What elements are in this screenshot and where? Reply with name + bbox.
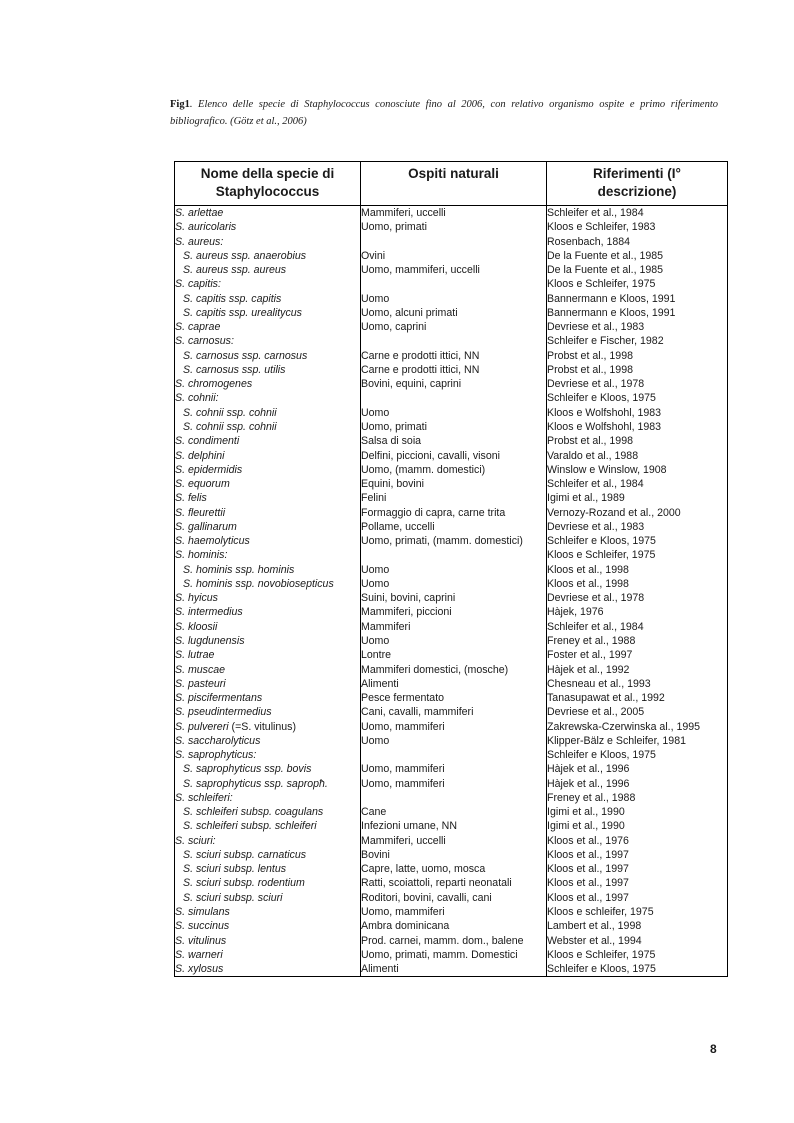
reference-cell: Kloos et al., 1998 (547, 563, 629, 576)
reference-cell: Kloos et al., 1997 (547, 848, 629, 861)
species-table (174, 161, 728, 977)
reference-cell: Winslow e Winslow, 1908 (547, 463, 667, 476)
species-name (175, 563, 360, 577)
host-cell: Uomo, caprini (361, 321, 427, 334)
species-name-text: S. sciuri: (175, 834, 216, 847)
host-cell: Mammiferi, uccelli (361, 207, 446, 219)
species-name (175, 548, 360, 562)
species-name (175, 235, 360, 249)
species-name-text: S. schleiferi: (175, 791, 233, 804)
reference-cell: Schleifer et al., 1984 (547, 478, 644, 491)
species-name (175, 277, 360, 291)
species-name (175, 292, 360, 306)
host-cell: Uomo (361, 734, 390, 747)
species-name-text: S. succinus (175, 920, 230, 933)
reference-cell: Schleifer e Kloos, 1975 (547, 749, 656, 762)
reference-cell: Vernozy-Rozand et al., 2000 (547, 506, 681, 519)
species-name-text: S. capitis: (175, 278, 221, 291)
species-name (175, 848, 360, 862)
species-name (175, 434, 360, 448)
host-cell: Uomo, mammiferi (361, 763, 445, 776)
species-name-text: S. haemolyticus (175, 535, 250, 548)
species-column (175, 206, 361, 977)
host-cell: Cani, cavalli, mammiferi (361, 706, 474, 719)
species-name (175, 391, 360, 405)
host-cell: Uomo (361, 577, 390, 590)
species-name (175, 306, 360, 320)
species-name-text: S. condimenti (175, 435, 240, 448)
species-name-text: S. cohnii ssp. cohnii (183, 406, 277, 419)
species-name (175, 934, 360, 948)
reference-cell: Probst et al., 1998 (547, 435, 633, 448)
reference-cell: Schleifer e Kloos, 1975 (547, 535, 656, 548)
host-cell: Mammiferi (361, 620, 411, 633)
species-name-text: S. carnosus ssp. carnosus (183, 349, 308, 362)
species-name-text: S. schleiferi subsp. coagulans (183, 806, 324, 819)
header-references (547, 162, 728, 206)
species-name (175, 691, 360, 705)
host-cell: Mammiferi, uccelli (361, 834, 446, 847)
species-name-text: S. caprae (175, 321, 221, 334)
species-name (175, 948, 360, 962)
species-name-text: S. saccharolyticus (175, 734, 261, 747)
reference-cell: Devriese et al., 1983 (547, 321, 645, 334)
host-cell: Uomo, mammiferi (361, 906, 445, 919)
species-name (175, 477, 360, 491)
species-name-text: S. hominis ssp. novobiosepticus (183, 577, 334, 590)
host-cell: Ratti, scoiattoli, reparti neonatali (361, 877, 512, 890)
reference-cell: Kloos e Schleifer, 1983 (547, 221, 656, 234)
host-cell: Alimenti (361, 963, 399, 976)
species-name (175, 734, 360, 748)
reference-cell: Igimi et al., 1990 (547, 806, 625, 819)
references-column (547, 206, 728, 977)
species-name (175, 363, 360, 377)
species-name (175, 919, 360, 933)
species-name-text: S. carnosus: (175, 335, 234, 348)
species-name-text: S. schleiferi subsp. schleiferi (183, 820, 317, 833)
species-name (175, 520, 360, 534)
species-name (175, 834, 360, 848)
host-cell: Capre, latte, uomo, mosca (361, 863, 486, 876)
reference-cell: Schleifer e Kloos, 1975 (547, 963, 656, 976)
species-name (175, 577, 360, 591)
species-name (175, 677, 360, 691)
species-name-text: S. epidermidis (175, 463, 243, 476)
reference-cell: Webster et al., 1994 (547, 934, 642, 947)
species-name (175, 463, 360, 477)
species-name-text: S. aureus: (175, 235, 224, 248)
reference-cell: Kloos e Schleifer, 1975 (547, 549, 656, 562)
host-cell: Uomo (361, 292, 390, 305)
species-name (175, 648, 360, 662)
species-name (175, 720, 360, 734)
species-name (175, 334, 360, 348)
host-cell: Uomo (361, 563, 390, 576)
reference-cell: Kloos et al., 1998 (547, 577, 629, 590)
host-cell: Uomo, primati (361, 221, 427, 234)
figure-caption (170, 96, 718, 130)
host-cell (361, 235, 546, 249)
species-name-text: S. pulvereri (175, 720, 229, 733)
host-cell: Uomo, primati, (mamm. domestici) (361, 535, 523, 548)
header-species (175, 162, 361, 206)
species-name (175, 591, 360, 605)
species-name (175, 605, 360, 619)
host-cell: Ovini (361, 249, 386, 262)
species-name-text: S. lugdunensis (175, 634, 245, 647)
species-name (175, 748, 360, 762)
species-name-text: S. sciuri subsp. lentus (183, 863, 287, 876)
species-name-text: S. intermedius (175, 606, 243, 619)
species-name (175, 206, 360, 220)
reference-cell: Schleifer et al., 1984 (547, 620, 644, 633)
species-name-text: S. xylosus (175, 963, 224, 976)
host-cell: Lontre (361, 649, 392, 662)
host-cell: Bovini, equini, caprini (361, 378, 462, 391)
host-cell (361, 277, 546, 291)
species-name-text: S. hominis: (175, 549, 228, 562)
host-cell (361, 548, 546, 562)
species-name-text: S. arlettae (175, 207, 224, 219)
reference-cell: De la Fuente et al., 1985 (547, 264, 664, 277)
species-name (175, 449, 360, 463)
reference-cell: Probst et al., 1998 (547, 349, 633, 362)
species-name (175, 406, 360, 420)
species-name-text: S. simulans (175, 906, 230, 919)
species-name-text: S. fleurettii (175, 506, 226, 519)
species-name-text: S. piscifermentans (175, 692, 263, 705)
species-name-text: S. capitis ssp. urealitycus (183, 306, 302, 319)
species-name (175, 962, 360, 976)
header-references-text: Riferimenti (I° descrizione) (593, 166, 681, 199)
reference-cell: Hàjek, 1976 (547, 606, 604, 619)
reference-cell: Foster et al., 1997 (547, 649, 633, 662)
reference-cell: Lambert et al., 1998 (547, 920, 642, 933)
host-cell (361, 748, 546, 762)
species-name (175, 876, 360, 890)
species-name (175, 905, 360, 919)
host-cell: Uomo, mammiferi (361, 777, 445, 790)
host-cell: Carne e prodotti ittici, NN (361, 363, 480, 376)
species-name-text: S. equorum (175, 478, 230, 491)
reference-cell: Chesneau et al., 1993 (547, 677, 651, 690)
host-cell: Uomo, (mamm. domestici) (361, 463, 486, 476)
species-name (175, 420, 360, 434)
species-name (175, 220, 360, 234)
reference-cell: Klipper-Bälz e Schleifer, 1981 (547, 734, 686, 747)
host-cell: Uomo, primati (361, 420, 427, 433)
species-name-text: S. cohnii: (175, 392, 219, 405)
species-name (175, 705, 360, 719)
reference-cell: Devriese et al., 1983 (547, 520, 645, 533)
species-name (175, 762, 360, 776)
reference-cell: Probst et al., 1998 (547, 363, 633, 376)
species-name (175, 862, 360, 876)
species-name (175, 791, 360, 805)
species-name (175, 620, 360, 634)
species-name (175, 377, 360, 391)
species-name-text: S. sciuri subsp. carnaticus (183, 848, 307, 861)
host-cell: Uomo, mammiferi (361, 720, 445, 733)
reference-cell: Hàjek et al., 1996 (547, 763, 630, 776)
host-cell: Roditori, bovini, cavalli, cani (361, 891, 492, 904)
reference-cell: Freney et al., 1988 (547, 791, 636, 804)
host-cell: Formaggio di capra, carne trita (361, 506, 506, 519)
reference-cell: Schleifer e Fischer, 1982 (547, 335, 664, 348)
hosts-column (361, 206, 547, 977)
host-cell (361, 791, 546, 805)
species-name-text: S. saprophyticus ssp. bovis (183, 763, 312, 776)
host-cell: Bovini (361, 848, 390, 861)
host-cell: Salsa di soia (361, 435, 422, 448)
host-cell: Pesce fermentato (361, 692, 445, 705)
species-name-text: S. saprophyticus ssp. sapropħ. (183, 777, 328, 790)
reference-cell: Rosenbach, 1884 (547, 235, 631, 248)
reference-cell: Igimi et al., 1990 (547, 820, 625, 833)
reference-cell: Varaldo et al., 1988 (547, 449, 639, 462)
reference-cell: Devriese et al., 2005 (547, 706, 645, 719)
species-name-text: S. auricolaris (175, 221, 237, 234)
species-name-text: S. sciuri subsp. sciuri (183, 891, 283, 904)
species-name-text: S. vitulinus (175, 934, 227, 947)
reference-cell: Zakrewska-Czerwinska al., 1995 (547, 720, 701, 733)
species-name-text: S. capitis ssp. capitis (183, 292, 282, 305)
host-cell: Infezioni umane, NN (361, 820, 457, 833)
species-name-text: S. warneri (175, 948, 223, 961)
header-species-text: Nome della specie di Staphylococcus (200, 166, 335, 199)
reference-cell: Schleifer e Kloos, 1975 (547, 392, 656, 405)
species-name (175, 663, 360, 677)
species-name-text: S. hominis ssp. hominis (183, 563, 295, 576)
host-cell: Felini (361, 492, 387, 505)
species-name (175, 263, 360, 277)
species-name-text: S. lutrae (175, 649, 215, 662)
reference-cell: Kloos e Wolfshohl, 1983 (547, 420, 662, 433)
reference-cell: Devriese et al., 1978 (547, 592, 645, 605)
host-cell: Suini, bovini, caprini (361, 592, 456, 605)
host-cell: Uomo (361, 406, 390, 419)
species-name-text: S. felis (175, 492, 207, 505)
reference-cell: Kloos et al., 1997 (547, 877, 629, 890)
host-cell: Ambra dominicana (361, 920, 450, 933)
reference-cell: Kloos e schleifer, 1975 (547, 906, 654, 919)
host-cell: Alimenti (361, 677, 399, 690)
host-cell: Prod. carnei, mamm. dom., balene (361, 934, 524, 947)
species-name (175, 777, 360, 791)
species-name-text: S. aureus ssp. aureus (183, 264, 287, 277)
host-cell: Mammiferi domestici, (mosche) (361, 663, 509, 676)
reference-cell: Bannermann e Kloos, 1991 (547, 306, 676, 319)
reference-cell: Schleifer et al., 1984 (547, 207, 644, 219)
reference-cell: Kloos e Schleifer, 1975 (547, 948, 656, 961)
host-cell: Equini, bovini (361, 478, 425, 491)
reference-cell: Kloos e Schleifer, 1975 (547, 278, 656, 291)
species-name-text: S. muscae (175, 663, 226, 676)
header-hosts (361, 162, 547, 206)
host-cell (361, 334, 546, 348)
species-name-text: S. aureus ssp. anaerobius (183, 249, 307, 262)
species-name (175, 320, 360, 334)
host-cell: Uomo, alcuni primati (361, 306, 458, 319)
host-cell (361, 391, 546, 405)
species-name (175, 506, 360, 520)
species-name-text: S. hyicus (175, 592, 218, 605)
species-name (175, 349, 360, 363)
species-name-text: S. chromogenes (175, 378, 253, 391)
species-name-text: S. kloosii (175, 620, 218, 633)
species-synonym: (=S. vitulinus) (228, 720, 297, 733)
reference-cell: Kloos e Wolfshohl, 1983 (547, 406, 662, 419)
figure-caption-text: . Elenco delle specie di Staphylococcus conosciute fino al 2006, con relativo organismo ospite e primo riferimento bibliografico. (Götz et al., 2006) (170, 99, 718, 127)
species-name-text: S. gallinarum (175, 520, 237, 533)
reference-cell: Bannermann e Kloos, 1991 (547, 292, 676, 305)
page-number: 8 (710, 1042, 717, 1056)
host-cell: Delfini, piccioni, cavalli, visoni (361, 449, 500, 462)
species-name (175, 634, 360, 648)
species-name (175, 805, 360, 819)
species-name (175, 249, 360, 263)
reference-cell: Igimi et al., 1989 (547, 492, 625, 505)
host-cell: Uomo, mammiferi, uccelli (361, 264, 480, 277)
host-cell: Uomo (361, 634, 390, 647)
species-name-text: S. pseudintermedius (175, 706, 272, 719)
species-name-text: S. cohnii ssp. cohnii (183, 420, 277, 433)
species-name (175, 819, 360, 833)
table-header-row (175, 162, 728, 206)
reference-cell: Tanasupawat et al., 1992 (547, 692, 665, 705)
reference-cell: Freney et al., 1988 (547, 634, 636, 647)
reference-cell: Hàjek et al., 1996 (547, 777, 630, 790)
figure-label: Fig1 (170, 99, 190, 110)
host-cell: Mammiferi, piccioni (361, 606, 452, 619)
species-name (175, 891, 360, 905)
reference-cell: Devriese et al., 1978 (547, 378, 645, 391)
host-cell: Uomo, primati, mamm. Domestici (361, 948, 518, 961)
table-body-row (175, 206, 728, 977)
species-name (175, 491, 360, 505)
species-name (175, 534, 360, 548)
reference-cell: De la Fuente et al., 1985 (547, 249, 664, 262)
reference-cell: Kloos et al., 1997 (547, 891, 629, 904)
species-name-text: S. pasteuri (175, 677, 226, 690)
species-name-text: S. saprophyticus: (175, 749, 257, 762)
species-name-text: S. delphini (175, 449, 225, 462)
reference-cell: Kloos et al., 1976 (547, 834, 629, 847)
reference-cell: Hàjek et al., 1992 (547, 663, 630, 676)
header-hosts-text: Ospiti naturali (408, 166, 499, 181)
host-cell: Carne e prodotti ittici, NN (361, 349, 480, 362)
species-name-text: S. sciuri subsp. rodentium (183, 877, 305, 890)
host-cell: Cane (361, 806, 387, 819)
species-name-text: S. carnosus ssp. utilis (183, 363, 286, 376)
host-cell: Pollame, uccelli (361, 520, 435, 533)
reference-cell: Kloos et al., 1997 (547, 863, 629, 876)
